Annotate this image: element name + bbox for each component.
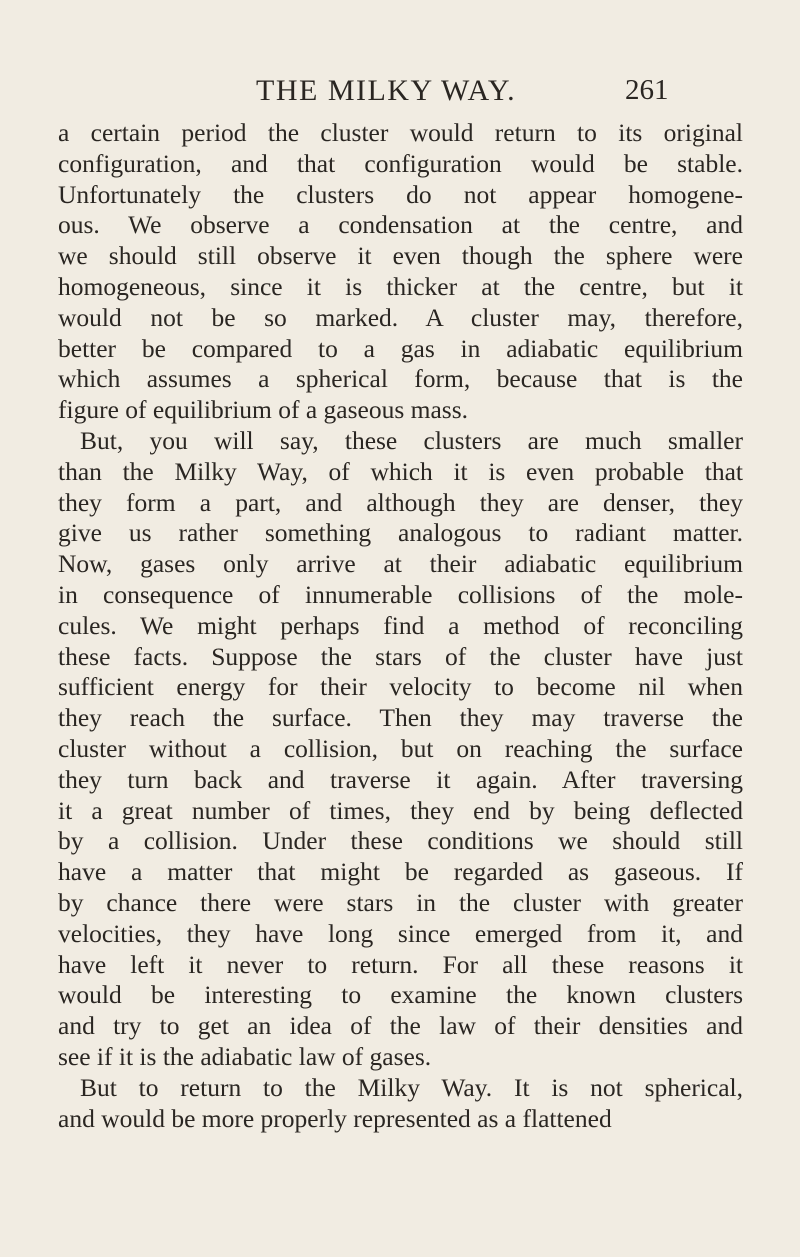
text-line: have left it never to return. For all these reasons it (58, 949, 743, 979)
text-line: these facts. Suppose the stars of the cluster have just (58, 641, 743, 671)
text-line: they reach the surface. Then they may traverse the (58, 703, 743, 733)
text-line: would be interesting to examine the known clusters (58, 980, 743, 1010)
text-line: see if it is the adiabatic law of gases. (58, 1041, 432, 1071)
text-line: configuration, and that configuration would be stable. (58, 148, 743, 178)
text-line: But to return to the Milky Way. It is not spherical, (80, 1072, 743, 1102)
text-line: it a great number of times, they end by being deflected (58, 795, 743, 825)
text-line: have a matter that might be regarded as gaseous. If (58, 857, 743, 887)
text-line: Unfortunately the clusters do not appear homogene- (58, 179, 743, 209)
text-line: ous. We observe a condensation at the centre, and (58, 210, 743, 240)
text-line: which assumes a spherical form, because that is the (58, 364, 743, 394)
body-text (58, 118, 743, 1134)
text-line: sufficient energy for their velocity to become nil when (58, 672, 743, 702)
text-line: figure of equilibrium of a gaseous mass. (58, 395, 469, 425)
text-line: they form a part, and although they are denser, they (58, 487, 743, 517)
text-line: homogeneous, since it is thicker at the centre, but it (58, 271, 743, 301)
page-number: 261 (625, 74, 669, 106)
running-title: THE MILKY WAY. (256, 74, 517, 107)
text-line: give us rather something analogous to radiant matter. (58, 518, 743, 548)
text-line: velocities, they have long since emerged from it, and (58, 918, 743, 948)
text-line: better be compared to a gas in adiabatic equilibrium (58, 333, 743, 363)
text-line: and try to get an idea of the law of their densities and (58, 1011, 743, 1041)
text-line: But, you will say, these clusters are much smaller (80, 425, 743, 455)
text-line: Now, gases only arrive at their adiabatic equilibrium (58, 549, 743, 579)
text-line: by chance there were stars in the cluster with greater (58, 887, 743, 917)
text-line: than the Milky Way, of which it is even probable that (58, 456, 743, 486)
text-line: cluster without a collision, but on reaching the surface (58, 733, 743, 763)
text-line: in consequence of innumerable collisions of the mole- (58, 579, 743, 609)
text-line: by a collision. Under these conditions we should still (58, 826, 743, 856)
text-line: and would be more properly represented as a flattened (58, 1103, 612, 1133)
running-head (0, 74, 800, 114)
text-line: would not be so marked. A cluster may, therefore, (58, 302, 743, 332)
text-line: they turn back and traverse it again. After traversing (58, 764, 743, 794)
text-line: cules. We might perhaps find a method of reconciling (58, 610, 743, 640)
text-line: we should still observe it even though the sphere were (58, 241, 743, 271)
text-line: a certain period the cluster would return to its original (58, 118, 743, 147)
